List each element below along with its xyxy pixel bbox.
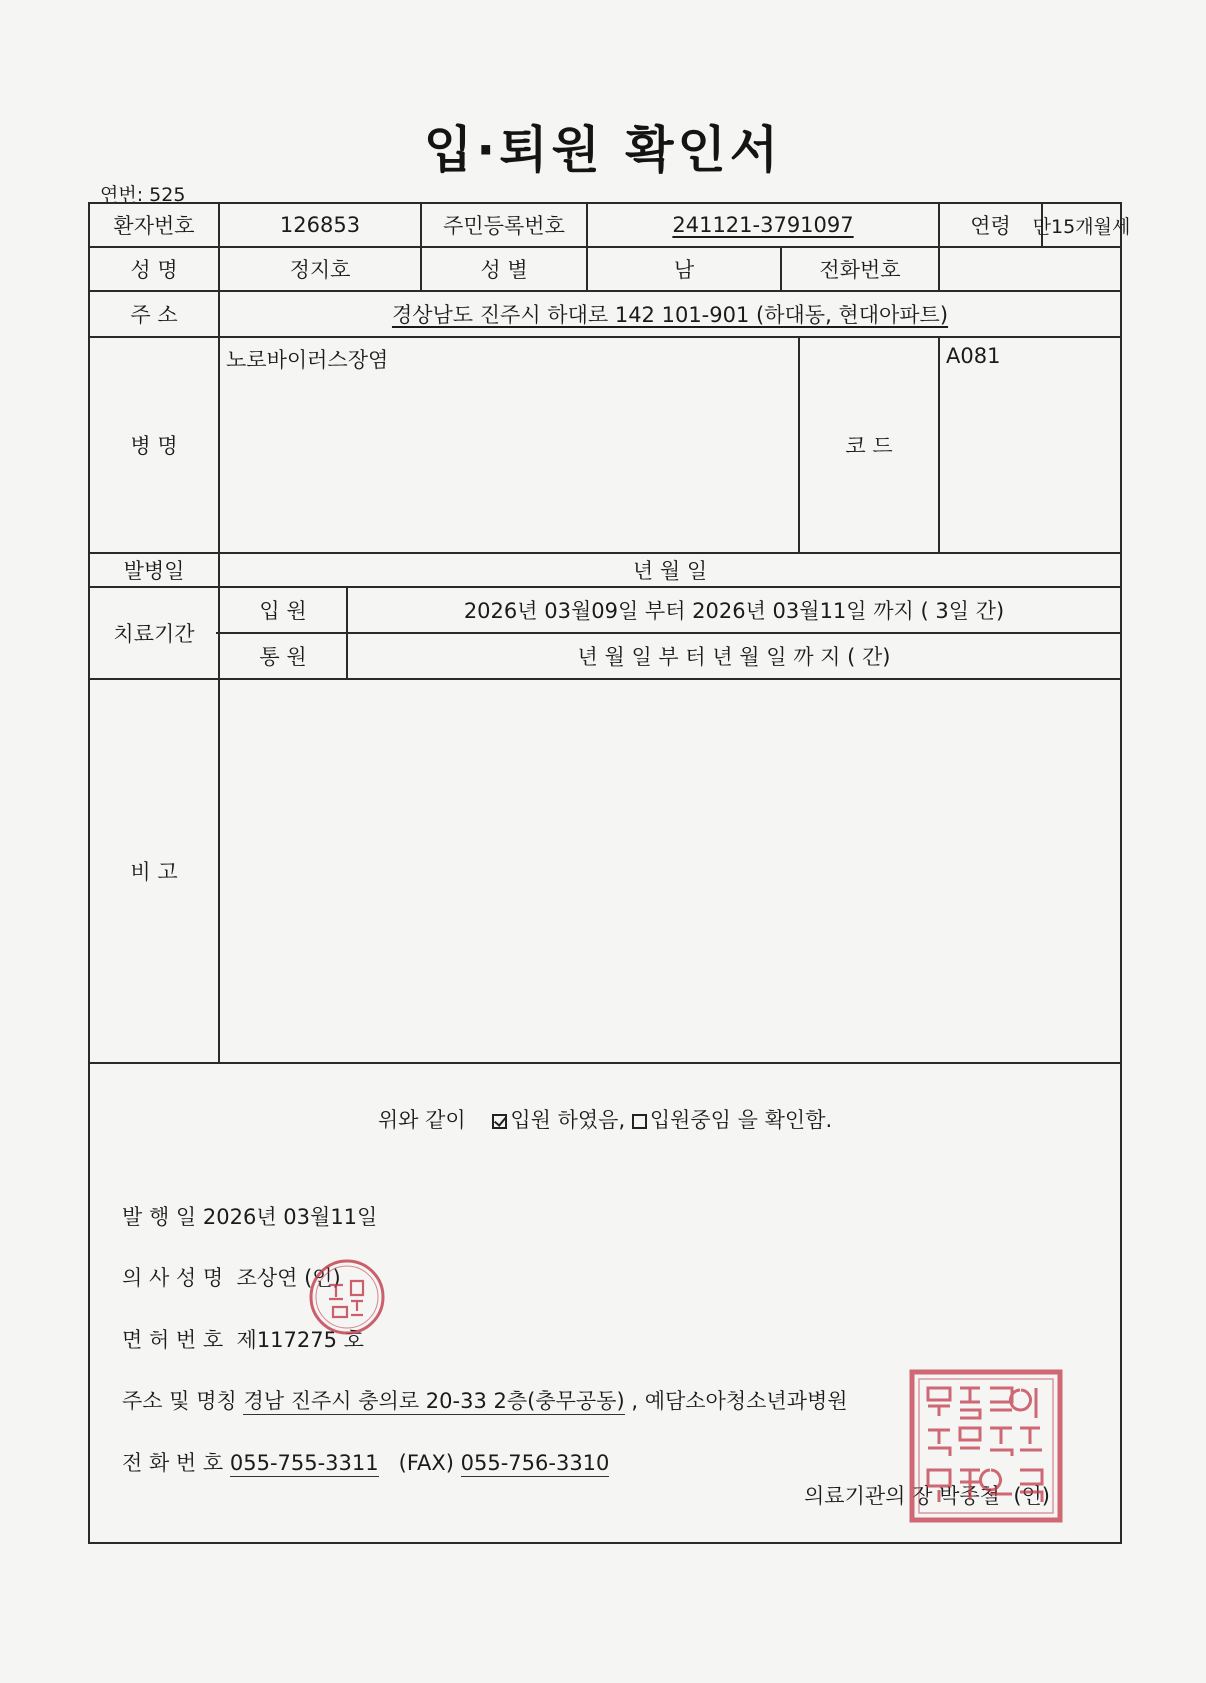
head-name: 박종철	[939, 1484, 1000, 1508]
form-table	[88, 202, 1131, 1544]
patient-id-label: 환자번호	[113, 214, 195, 238]
name-label: 성 명	[130, 258, 178, 282]
age-label: 연령	[970, 214, 1011, 238]
rrn-value: 241121-3791097	[672, 213, 854, 237]
head-seal-mark: (인)	[1013, 1484, 1050, 1508]
sex-value: 남	[673, 258, 695, 282]
issue-date-value: 2026년 03월11일	[202, 1205, 378, 1229]
institution-phone: 055-755-3311	[229, 1451, 379, 1475]
institution-phone-label: 전 화 번 호	[122, 1451, 224, 1475]
confirmation-sentence: 위와 같이 입원 하였음, 입원중임 을 확인함.	[377, 1108, 833, 1132]
doctor-seal-stamp	[305, 1255, 389, 1339]
hospitalized-option: 입원중임	[649, 1108, 731, 1132]
fax-number: 055-756-3310	[460, 1451, 610, 1475]
name-value: 정지호	[289, 258, 351, 282]
institution-line	[122, 1385, 848, 1415]
sex-label: 성 별	[480, 258, 528, 282]
institution-name: , 예담소아청소년과병원	[631, 1389, 848, 1413]
institution-seal-stamp	[906, 1366, 1066, 1526]
onset-label: 발병일	[123, 559, 185, 583]
phone-label: 전화번호	[819, 258, 901, 282]
remarks-value	[220, 680, 1120, 1062]
patient-id-value: 126853	[279, 213, 361, 237]
rrn-label: 주민등록번호	[443, 214, 565, 238]
head-label: 의료기관의 장	[804, 1484, 933, 1508]
code-label: 코 드	[845, 434, 893, 458]
age-value: 만15개월세	[1032, 215, 1131, 238]
institution-phone-line	[122, 1447, 609, 1477]
serial-label: 연번:	[100, 184, 144, 206]
institution-label: 주소 및 명칭	[122, 1389, 237, 1413]
onset-value: 년 월 일	[632, 559, 708, 583]
code-value: A081	[946, 344, 1001, 368]
diagnosis-label: 병 명	[130, 434, 178, 458]
phone-value	[940, 248, 1120, 290]
inpatient-label: 입 원	[259, 599, 307, 623]
license-number: 제117275 호	[236, 1328, 364, 1352]
fax-label: (FAX)	[398, 1451, 454, 1475]
remarks-label: 비 고	[130, 860, 178, 884]
issue-date-line	[122, 1201, 377, 1231]
doctor-seal-mark: (인)	[304, 1266, 341, 1290]
address-value: 경상남도 진주시 하대로 142 101-901 (하대동, 현대아파트)	[391, 303, 949, 327]
admitted-option: 입원 하였음,	[510, 1108, 626, 1132]
hospitalized-checkbox[interactable]	[632, 1114, 647, 1129]
document-title: 입·퇴원 확인서	[423, 121, 783, 179]
inpatient-period: 2026년 03월09일 부터 2026년 03월11일 까지 ( 3일 간)	[463, 599, 1005, 623]
issue-date-label: 발 행 일	[122, 1205, 197, 1229]
doctor-label: 의 사 성 명	[122, 1266, 224, 1290]
serial-value: 525	[149, 184, 186, 206]
address-label: 주 소	[130, 303, 178, 327]
admitted-checkbox[interactable]	[492, 1114, 507, 1129]
outpatient-period: 년 월 일 부 터 년 월 일 까 지 ( 간)	[577, 645, 891, 669]
diagnosis-value: 노로바이러스장염	[226, 348, 389, 372]
outpatient-label: 통 원	[259, 645, 307, 669]
institution-address: 경남 진주시 충의로 20-33 2층(충무공동)	[243, 1389, 625, 1413]
license-label: 면 허 번 호	[122, 1328, 224, 1352]
treatment-label: 치료기간	[113, 622, 195, 646]
doctor-name: 조상연	[236, 1266, 298, 1290]
